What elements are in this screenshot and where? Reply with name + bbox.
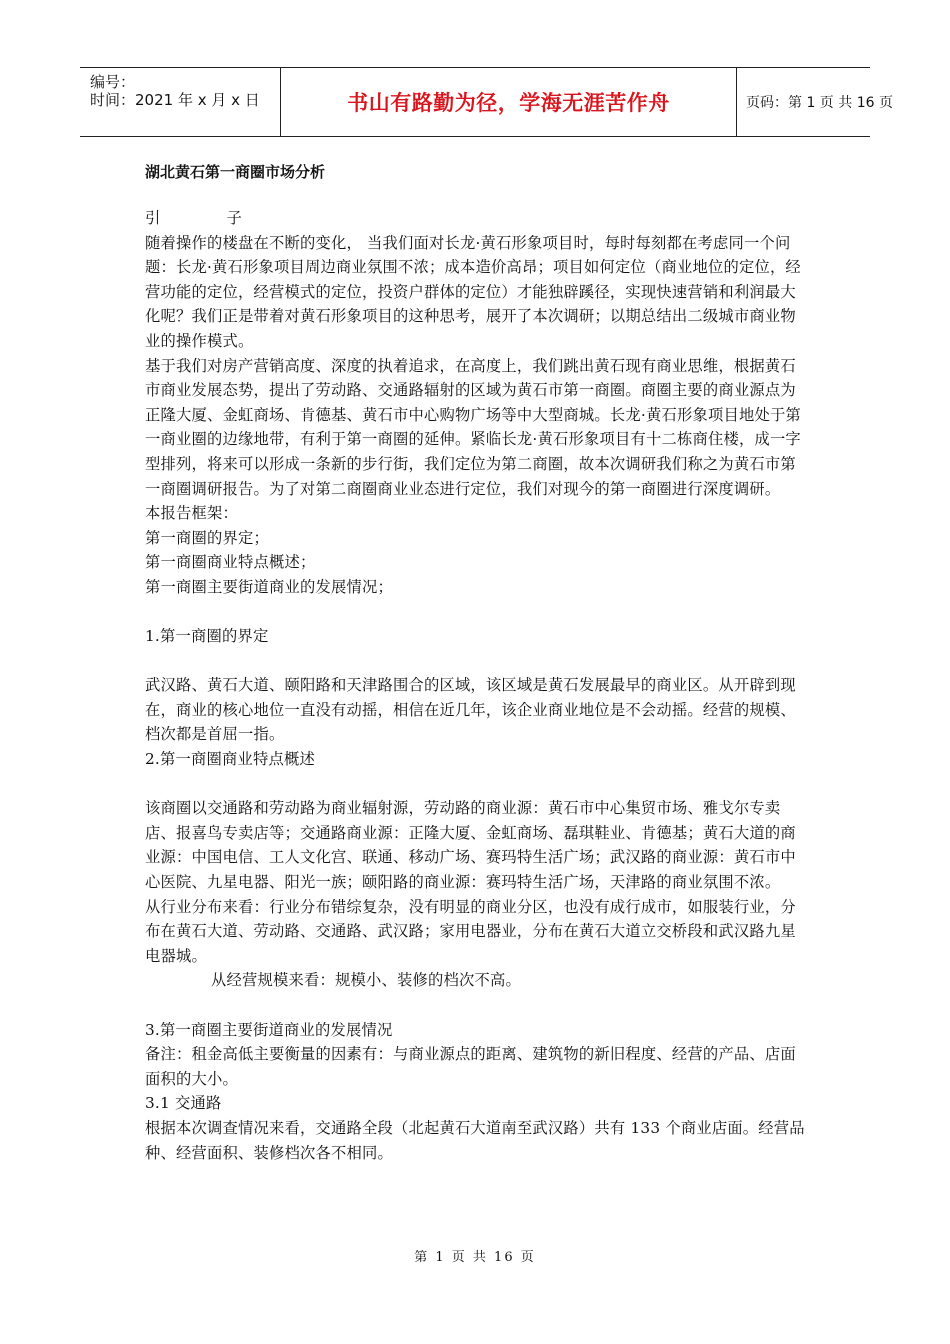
section-3-1-text: 根据本次调查情况来看，交通路全段（北起黄石大道南至武汉路）共有 133 个商业店面。经营品种、经营面积、装修档次各不相同。 [145,1118,805,1162]
section-1-text: 武汉路、黄石大道、颐阳路和天津路围合的区域，该区域是黄石发展最早的商业区。从开辟到现在，商业的核心地位一直没有动摇，相信在近几年，该企业商业地位是不会动摇。经营的规模、档次都是首屈一指。 [145,676,796,744]
document-date-label: 时间：2021 年 x 月 x 日 [90,91,260,109]
intro-paragraph: 基于我们对房产营销高度、深度的执着追求，在高度上，我们跳出黄石现有商业思维，根据黄石市商业发展态势，提出了劳动路、交通路辐射的区域为黄石市第一商圈。商圈主要的商业源点为正隆大厦、金虹商场、肯德基、黄石市中心购物广场等中大型商城。长龙·黄石形象项目地处于第一商业圈的边缘地带，有利于第一商圈的延伸。紧临长龙·黄石形象项目有十二栋商住楼，成一字型排列，将来可以形成一条新的步行街，我们定位为第二商圈，故本次调研我们称之为黄石市第一商圈调研报告。为了对第二商圈商业业态进行定位，我们对现今的第一商圈进行深度调研。 [145,356,801,498]
document-body [145,150,810,1165]
page-header [80,67,893,137]
document-number-label: 编号： [90,73,136,91]
section-2-text: 该商圈以交通路和劳动路为商业辐射源，劳动路的商业源：黄石市中心集贸市场、雅戈尔专卖店、报喜鸟专卖店等；交通路商业源：正隆大厦、金虹商场、磊琪鞋业、肯德基；黄石大道的商业源：中国电信、工人文化宫、联通、移动广场、赛玛特生活广场；武汉路的商业源：黄石市中心医院、九星电器、阳光一族；颐阳路的商业源：赛玛特生活广场，天津路的商业氛围不浓。 [145,799,796,892]
section-3-heading: 3.第一商圈主要街道商业的发展情况 [145,1020,393,1039]
header-motto: 书山有路勤为径，学海无涯苦作舟 [347,91,670,115]
intro-paragraph: 随着操作的楼盘在不断的变化， 当我们面对长龙·黄石形象项目时，每时每刻都在考虑同一个问题：长龙·黄石形象项目周边商业氛围不浓；成本造价高昂；项目如何定位（商业地位的定位，经营功能的定位，经营模式的定位，投资户群体的定位）才能独辟蹊径，实现快速营销和利润最大化呢？我们正是带着对黄石形象项目的这种思考，展开了本次调研；以期总结出二级城市商业物业的操作模式。 [145,233,801,350]
section-3-note: 备注：租金高低主要衡量的因素有：与商业源点的距离、建筑物的新旧程度、经营的产品、店面面积的大小。 [145,1045,796,1088]
header-motto-cell [280,68,737,136]
intro-heading-char-2: 子 [226,209,242,227]
spacer [145,184,810,206]
section-2-text: 从行业分布来看：行业分布错综复杂，没有明显的商业分区，也没有成行成市，如服装行业，分布在黄石大道、劳动路、交通路、武汉路；家用电器业，分布在黄石大道立交桥段和武汉路九星电器城。 [145,897,796,965]
page-footer: 第 1 页 共 16 页 [414,1250,536,1265]
spacer [145,600,810,625]
header-page-info: 页码：第 1 页 共 16 页 [746,95,893,111]
framework-label: 本报告框架： [145,504,238,523]
spacer [145,649,810,674]
framework-item: 第一商圈商业特点概述； [145,553,316,572]
spacer [145,993,810,1018]
section-2-text: 从经营规模来看：规模小、装修的档次不高。 [211,971,521,990]
spacer [145,772,810,797]
framework-item: 第一商圈主要街道商业的发展情况； [145,577,393,596]
section-1-heading: 1.第一商圈的界定 [145,627,269,646]
section-3-1-heading: 3.1 交通路 [145,1094,222,1113]
framework-item: 第一商圈的界定； [145,528,269,547]
intro-heading [145,206,810,231]
document-title: 湖北黄石第一商圈市场分析 [145,163,326,181]
intro-heading-char-1: 引 [145,209,161,227]
section-2-heading: 2.第一商圈商业特点概述 [145,750,315,769]
header-page-cell [736,68,893,136]
header-meta [80,68,280,136]
